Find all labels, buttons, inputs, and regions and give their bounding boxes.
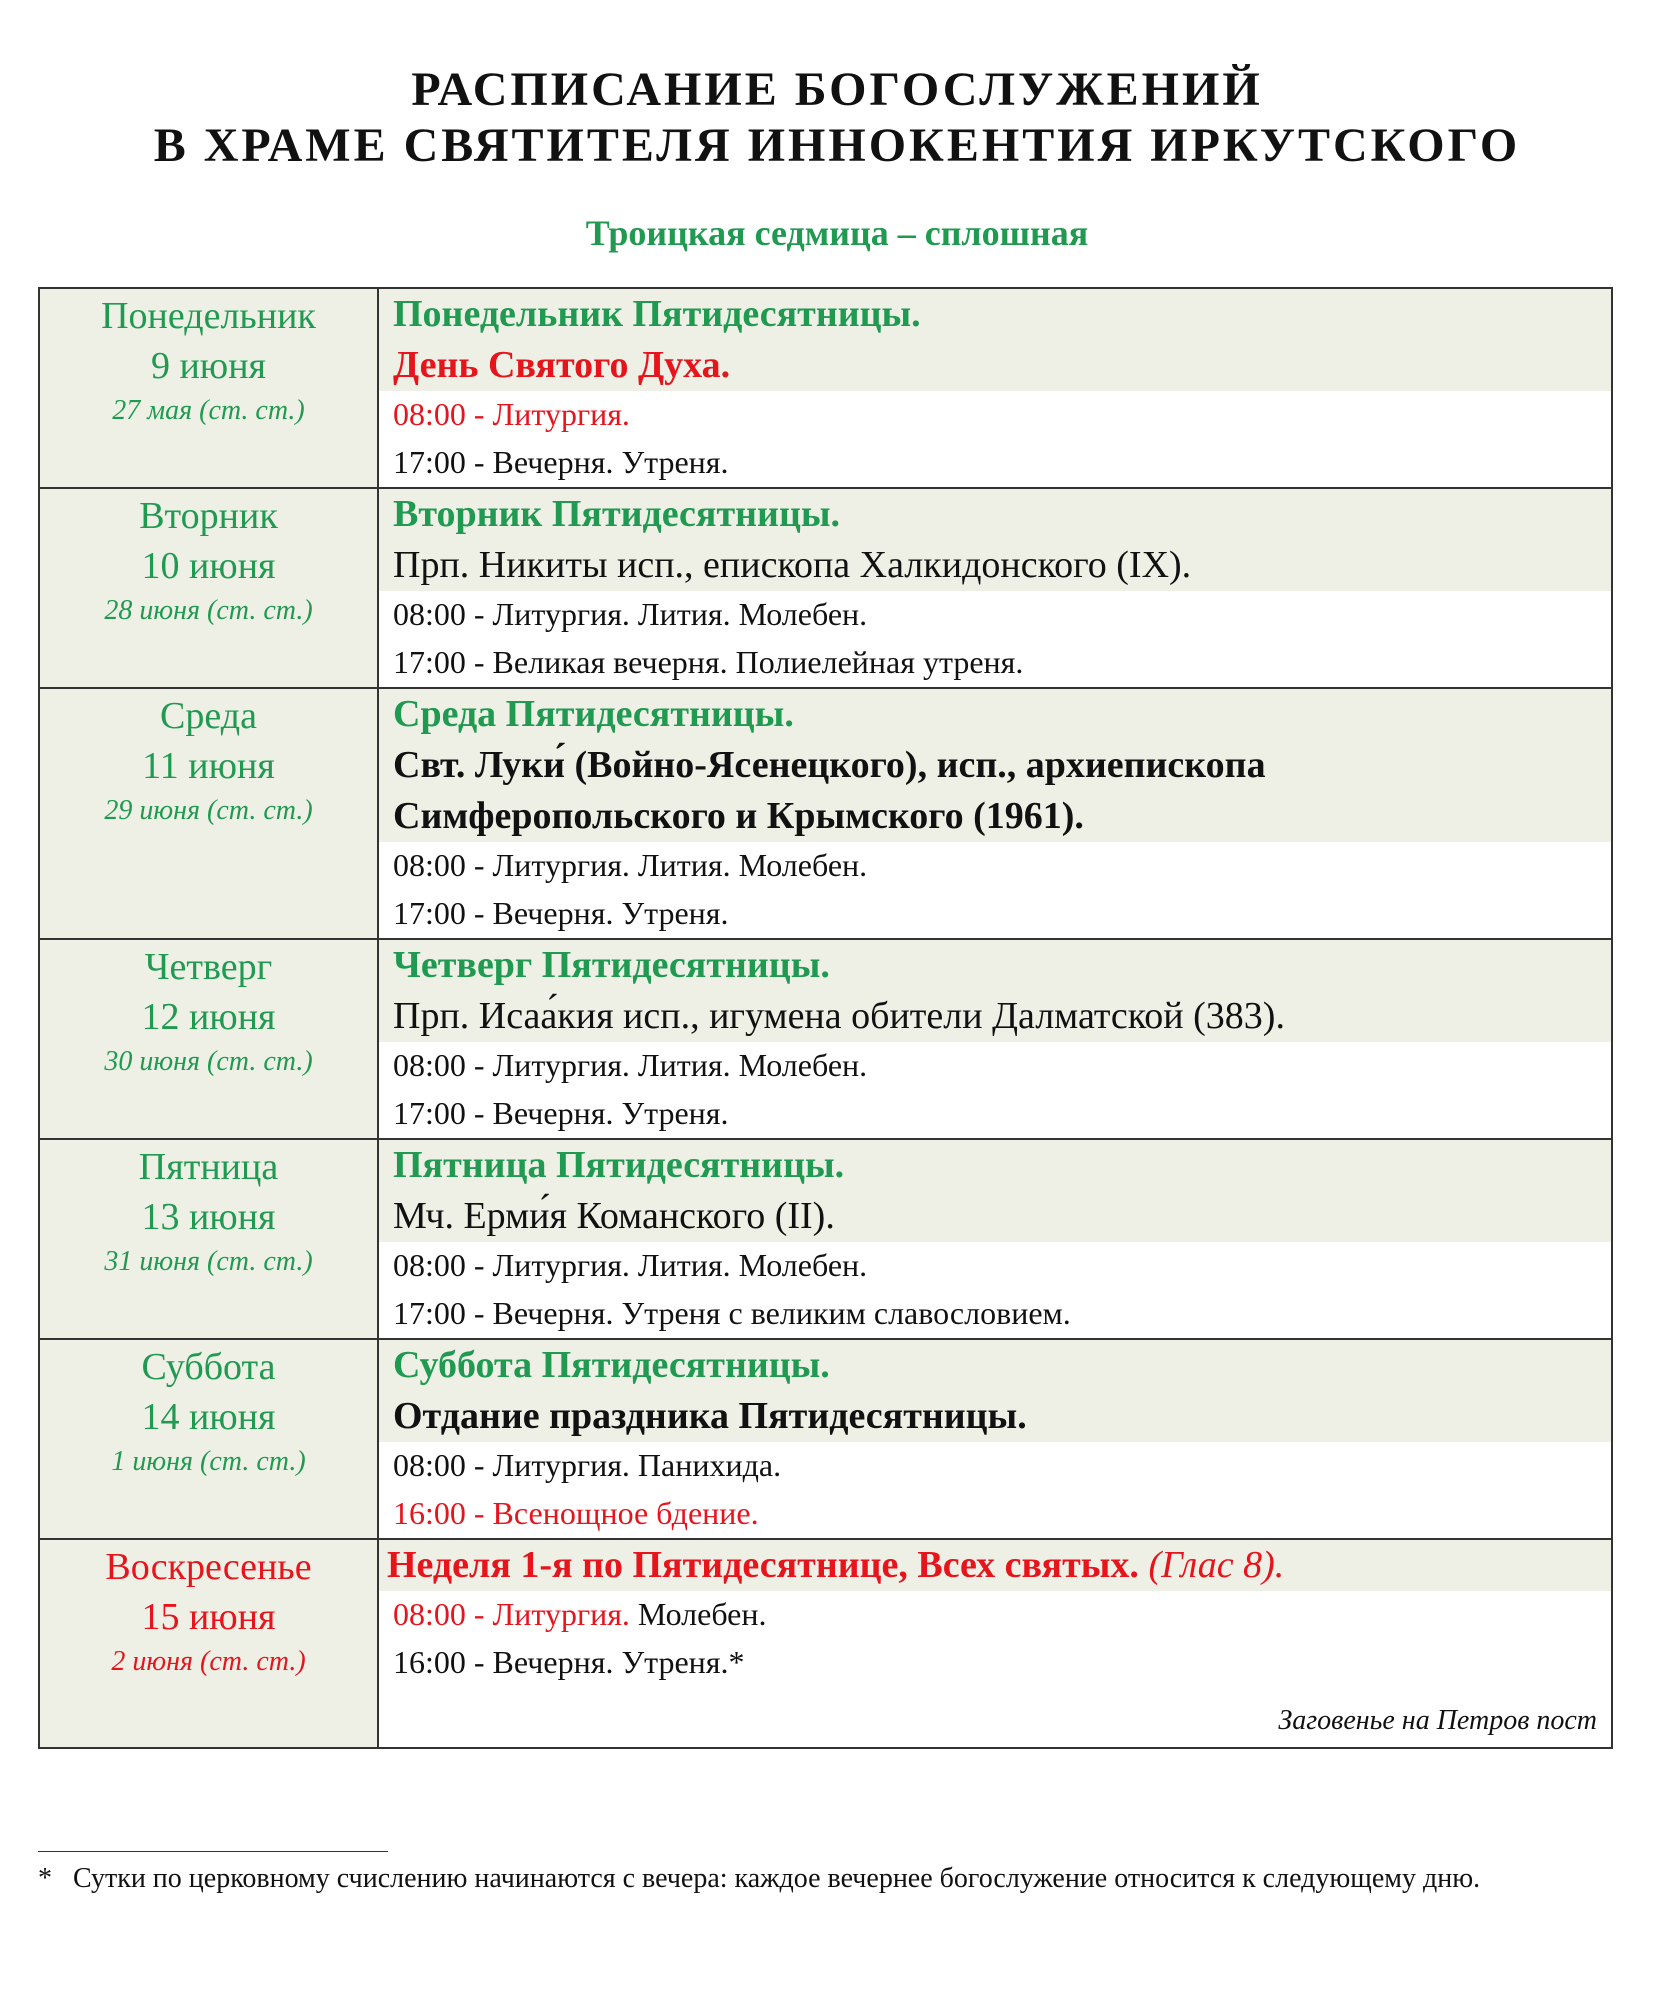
day-old-style-date: 27 мая (ст. ст.) bbox=[112, 395, 305, 426]
service-morning bbox=[379, 1591, 1611, 1637]
tone-label: (Глас 8). bbox=[1148, 1544, 1285, 1586]
saint-commemoration: Прп. Никиты исп., епископа Халкидонского (IX). bbox=[393, 544, 1192, 586]
footnote-text: Сутки по церковному счислению начинаются с вечера: каждое вечернее богослужение относится к следующему дню. bbox=[73, 1863, 1481, 1894]
day-name: Суббота bbox=[141, 1346, 276, 1388]
service-morning: 08:00 - Литургия. bbox=[393, 396, 630, 432]
feast-header bbox=[379, 689, 1611, 842]
service-evening: 17:00 - Вечерня. Утреня. bbox=[393, 895, 729, 931]
day-cell bbox=[39, 488, 378, 688]
day-cell bbox=[39, 1339, 378, 1539]
footnote-mark: * bbox=[38, 1863, 52, 1894]
services-cell bbox=[378, 1539, 1612, 1748]
service-morning-rest: Молебен. bbox=[637, 1596, 767, 1632]
service-morning-liturgy: 08:00 - Литургия. bbox=[393, 1596, 630, 1632]
day-date: 10 июня bbox=[141, 545, 276, 587]
day-cell bbox=[39, 688, 378, 939]
schedule-row-monday bbox=[39, 288, 1612, 488]
page-title-line1: РАСПИСАНИЕ БОГОСЛУЖЕНИЙ bbox=[411, 63, 1263, 116]
services-cell bbox=[378, 1339, 1612, 1539]
page-title-line2: В ХРАМЕ СВЯТИТЕЛЯ ИННОКЕНТИЯ ИРКУТСКОГО bbox=[153, 119, 1521, 172]
service-evening: 17:00 - Вечерня. Утреня с великим славословием. bbox=[393, 1295, 1071, 1331]
feast-title: Среда Пятидесятницы. bbox=[393, 693, 794, 735]
service-morning: 08:00 - Литургия. Лития. Молебен. bbox=[393, 1047, 868, 1083]
day-old-style-date: 2 июня (ст. ст.) bbox=[111, 1646, 306, 1677]
feast-title: Вторник Пятидесятницы. bbox=[393, 493, 841, 535]
day-date: 12 июня bbox=[141, 996, 276, 1038]
services-cell bbox=[378, 939, 1612, 1139]
day-old-style-date: 29 июня (ст. ст.) bbox=[104, 795, 313, 826]
feast-title: Понедельник Пятидесятницы. bbox=[393, 293, 921, 335]
day-name: Вторник bbox=[139, 495, 278, 537]
schedule-row-friday bbox=[39, 1139, 1612, 1339]
saint-commemoration: Прп. Исаа́кия исп., игумена обители Далматской (383). bbox=[393, 995, 1285, 1037]
feast-header bbox=[379, 940, 1611, 1042]
footnote bbox=[38, 1860, 1613, 1898]
feast-title-text: Неделя 1-я по Пятидесятнице, Всех святых. bbox=[387, 1544, 1139, 1586]
day-name: Среда bbox=[160, 695, 257, 737]
service-morning: 08:00 - Литургия. Панихида. bbox=[393, 1447, 782, 1483]
service-evening: 17:00 - Вечерня. Утреня. bbox=[393, 1095, 729, 1131]
service-evening: 17:00 - Вечерня. Утреня. bbox=[393, 444, 729, 480]
schedule-row-tuesday bbox=[39, 488, 1612, 688]
saint-commemoration: Свт. Луки́ (Войно-Ясенецкого), исп., архиепископа Симферопольского и Крымского (1961). bbox=[393, 744, 1266, 837]
schedule-row-wednesday bbox=[39, 688, 1612, 939]
saint-commemoration: Отдание праздника Пятидесятницы. bbox=[393, 1395, 1027, 1437]
saint-commemoration: День Святого Духа. bbox=[393, 344, 731, 386]
day-cell bbox=[39, 288, 378, 488]
day-date: 15 июня bbox=[141, 1596, 276, 1638]
saint-commemoration: Мч. Ерми́я Команского (II). bbox=[393, 1195, 835, 1237]
schedule-row-sunday bbox=[39, 1539, 1612, 1748]
service-morning: 08:00 - Литургия. Лития. Молебен. bbox=[393, 847, 868, 883]
services-cell bbox=[378, 688, 1612, 939]
day-date: 13 июня bbox=[141, 1196, 276, 1238]
service-morning: 08:00 - Литургия. Лития. Молебен. bbox=[393, 596, 868, 632]
services-cell bbox=[378, 1139, 1612, 1339]
day-cell bbox=[39, 939, 378, 1139]
feast-title: Четверг Пятидесятницы. bbox=[393, 944, 830, 986]
schedule-table bbox=[38, 287, 1613, 1749]
day-cell bbox=[39, 1139, 378, 1339]
services-cell bbox=[378, 488, 1612, 688]
day-date: 11 июня bbox=[142, 745, 275, 787]
schedule-row-saturday bbox=[39, 1339, 1612, 1539]
service-morning: 08:00 - Литургия. Лития. Молебен. bbox=[393, 1247, 868, 1283]
feast-header bbox=[379, 489, 1611, 591]
feast-title: Суббота Пятидесятницы. bbox=[393, 1344, 830, 1386]
feast-header bbox=[379, 1140, 1611, 1242]
day-name: Четверг bbox=[144, 946, 273, 988]
day-name: Воскресенье bbox=[105, 1546, 312, 1588]
feast-header bbox=[379, 289, 1611, 391]
day-name: Пятница bbox=[138, 1146, 279, 1188]
day-name: Понедельник bbox=[101, 295, 316, 337]
day-old-style-date: 28 июня (ст. ст.) bbox=[104, 595, 313, 626]
day-old-style-date: 31 июня (ст. ст.) bbox=[104, 1246, 313, 1277]
feast-title bbox=[387, 1540, 1597, 1591]
fast-note: Заговенье на Петров пост bbox=[1278, 1705, 1597, 1736]
day-old-style-date: 1 июня (ст. ст.) bbox=[111, 1446, 306, 1477]
feast-header bbox=[379, 1540, 1611, 1591]
footnote-divider bbox=[38, 1851, 388, 1852]
services-cell bbox=[378, 288, 1612, 488]
day-old-style-date: 30 июня (ст. ст.) bbox=[104, 1046, 313, 1077]
schedule-row-thursday bbox=[39, 939, 1612, 1139]
service-evening: 16:00 - Вечерня. Утреня.* bbox=[393, 1644, 745, 1680]
week-subtitle: Троицкая седмица – сплошная bbox=[585, 213, 1089, 253]
day-date: 14 июня bbox=[141, 1396, 276, 1438]
feast-title: Пятница Пятидесятницы. bbox=[393, 1144, 845, 1186]
service-evening: 16:00 - Всенощное бдение. bbox=[393, 1495, 759, 1531]
day-cell bbox=[39, 1539, 378, 1748]
service-evening: 17:00 - Великая вечерня. Полиелейная утреня. bbox=[393, 644, 1024, 680]
feast-header bbox=[379, 1340, 1611, 1442]
day-date: 9 июня bbox=[150, 345, 267, 387]
